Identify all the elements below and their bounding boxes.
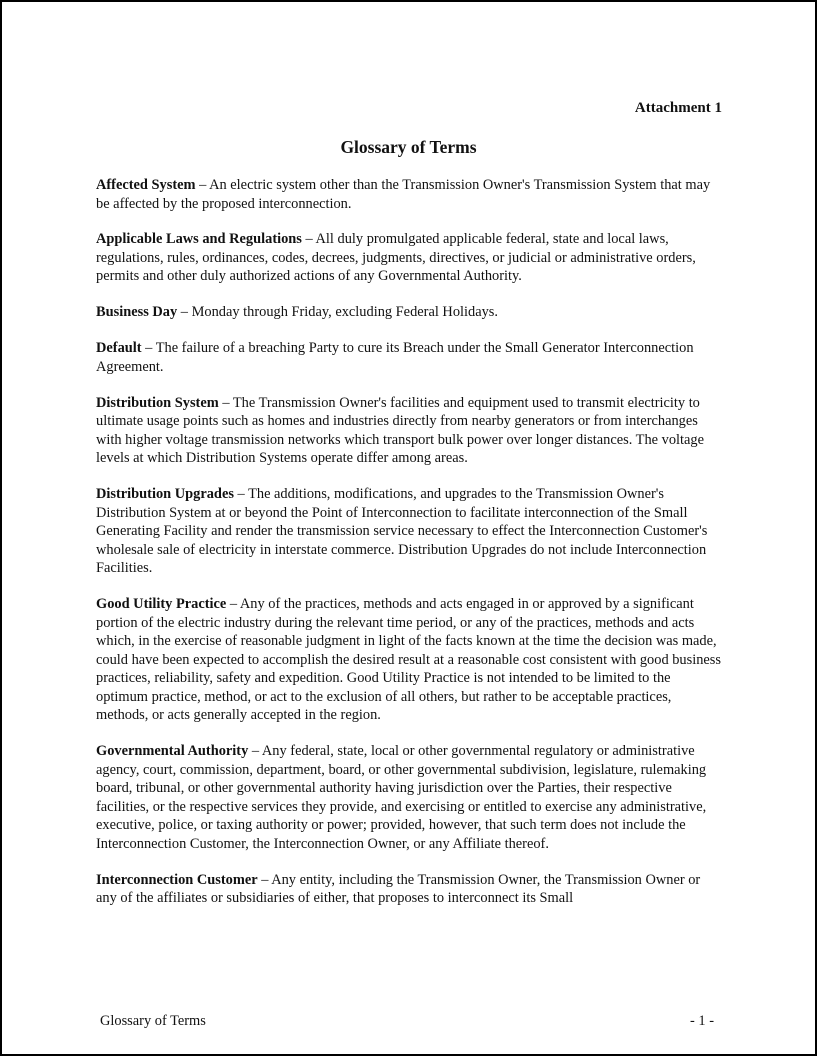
glossary-entry-interconnection-customer: [96, 871, 722, 908]
glossary-entry-affected-system: [96, 176, 722, 213]
term-separator: –: [141, 340, 156, 356]
glossary-definition: Any federal, state, local or other governmental regulatory or administrative agency, court, commission, department, board, or other governmental subdivision, legislature, rulemaking board, tribunal, or other governmental authority having jurisdiction over the Parties, their respective facilities, or the respective services they provide, and exercising or entitled to exercise any administrative, executive, police, or taxing authority or power; provided, however, that such term does not include the Interconnection Customer, the Interconnection Owner, or any Affiliate thereof.: [96, 743, 707, 852]
glossary-definition: Any of the practices, methods and acts engaged in or approved by a significant portion of the electric industry during the relevant time period, or any of the practices, methods and acts which, in the exercise of reasonable judgment in light of the facts known at the time the decision was made, could have been expected to accomplish the desired result at a reasonable cost consistent with good business practices, reliability, safety and expedition. Good Utility Practice is not intended to be limited to the optimum practice, method, or act to the exclusion of all others, but rather to be acceptable practices, methods, or acts generally accepted in the region.: [96, 596, 722, 723]
term-separator: –: [195, 177, 210, 193]
glossary-definition: All duly promulgated applicable federal, state and local laws, regulations, rules, ordinances, codes, decrees, judgments, directives, or judicial or administrative orders, permits and other duly authorized actions of any Governmental Authority.: [96, 231, 696, 284]
term-separator: –: [233, 486, 249, 502]
glossary-term: Distribution System: [96, 394, 219, 411]
term-separator: –: [301, 231, 316, 247]
glossary-content: [96, 176, 722, 925]
glossary-entry-business-day: [96, 303, 722, 322]
glossary-definition: The failure of a breaching Party to cure its Breach under the Small Generator Interconnection Agreement.: [96, 340, 694, 375]
page-number: - 1 -: [690, 1013, 714, 1029]
footer-title: Glossary of Terms: [100, 1013, 206, 1029]
glossary-term: Governmental Authority: [96, 743, 249, 759]
glossary-term: Affected System: [96, 177, 196, 193]
glossary-definition: An electric system other than the Transmission Owner's Transmission System that may be affected by the proposed interconnection.: [96, 177, 711, 212]
glossary-entry-good-utility-practice: [96, 595, 722, 725]
glossary-definition: The Transmission Owner's facilities and equipment used to transmit electricity to ultimate usage points such as homes and industries directly from nearby generators or from interchanges with higher voltage transmission networks which transport bulk power over longer distances. The voltage levels at which Distribution Systems operate differ among areas.: [96, 394, 705, 466]
glossary-term: Business Day: [96, 304, 178, 320]
glossary-term: Applicable Laws and Regulations: [96, 231, 302, 247]
glossary-definition: Any entity, including the Transmission Owner, the Transmission Owner or any of the affiliates or subsidiaries of either, that proposes to interconnect its Small: [96, 871, 701, 906]
page-title: Glossary of Terms: [340, 137, 477, 157]
glossary-definition: The additions, modifications, and upgrades to the Transmission Owner's Distribution System at or beyond the Point of Interconnection to facilitate interconnection of the Small Generating Facility and render the transmission service necessary to effect the Interconnection Customer's wholesale sale of electricity in interstate commerce. Distribution Upgrades do not include Interconnection Facilities.: [96, 486, 708, 576]
glossary-term: Distribution Upgrades: [96, 486, 234, 502]
glossary-term: Good Utility Practice: [96, 596, 227, 612]
term-separator: –: [248, 743, 262, 759]
glossary-term: Default: [96, 340, 142, 356]
glossary-entry-distribution-upgrades: [96, 485, 722, 578]
glossary-entry-applicable-laws: [96, 230, 722, 286]
glossary-term: Interconnection Customer: [96, 871, 258, 888]
glossary-entry-default: [96, 339, 722, 376]
term-separator: –: [218, 394, 233, 411]
attachment-label: Attachment 1: [634, 100, 722, 116]
term-separator: –: [177, 304, 192, 320]
term-separator: –: [257, 871, 272, 888]
term-separator: –: [226, 596, 240, 612]
glossary-entry-governmental-authority: [96, 742, 722, 853]
glossary-definition: Monday through Friday, excluding Federal Holidays.: [191, 304, 498, 320]
glossary-entry-distribution-system: [96, 394, 722, 468]
